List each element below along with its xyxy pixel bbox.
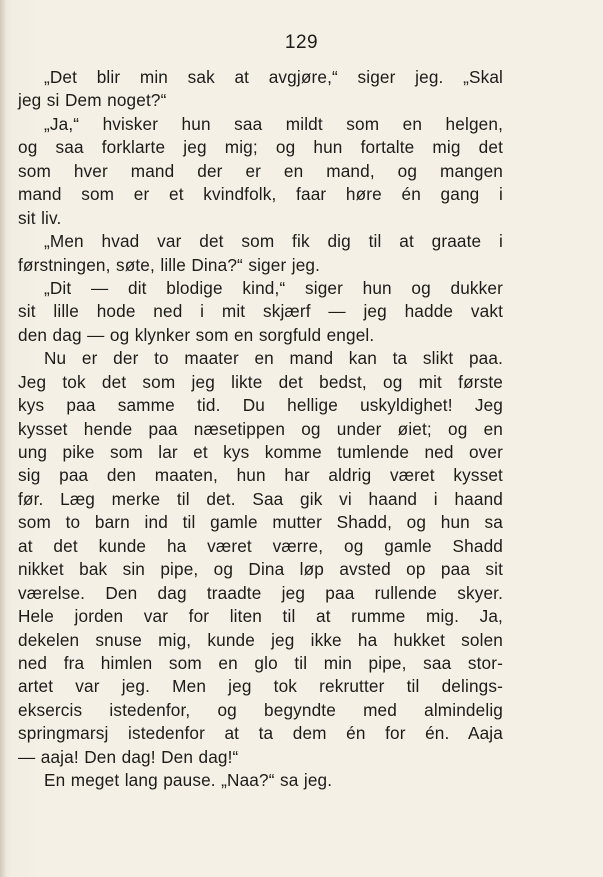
text-line: Hele jorden var for liten til at rumme mig. Ja, [18, 606, 503, 627]
text-line: og saa forklarte jeg mig; og hun fortalte mig det [18, 137, 503, 158]
text-line: kys paa samme tid. Du hellige uskyldighet! Jeg [18, 395, 503, 416]
text-line: artet var jeg. Men jeg tok rekrutter til delings- [18, 676, 503, 697]
text-line: den dag — og klynker som en sorgfuld engel. [18, 324, 375, 345]
text-line: jeg si Dem noget?“ [18, 90, 167, 111]
text-line: „Dit — dit blodige kind,“ siger hun og dukker [44, 277, 503, 298]
text-line: kysset hende paa næsetippen og under øiet; og en [18, 418, 503, 439]
page-number: 129 [284, 32, 319, 53]
text-line: „Men hvad var det som fik dig til at graate i [44, 231, 503, 252]
text-line: nikket bak sin pipe, og Dina løp avsted op paa sit [18, 559, 503, 580]
text-line: eksercis istedenfor, og begyndte med almindelig [18, 699, 503, 720]
body-text [18, 66, 503, 793]
text-line: mand som er et kvindfolk, faar høre én gang i [18, 184, 503, 205]
text-line: „Det blir min sak at avgjøre,“ siger jeg. „Skal [44, 67, 503, 87]
text-line: sit lille hode ned i mit skjærf — jeg hadde vakt [18, 301, 503, 322]
text-line: — aaja! Den dag! Den dag!“ [18, 746, 239, 767]
text-line: sig paa den maaten, hun har aldrig været kysset [18, 465, 503, 486]
text-line: dekelen snuse mig, kunde jeg ikke ha hukket solen [18, 629, 503, 650]
text-line: Nu er der to maater en mand kan ta slikt paa. [44, 348, 503, 369]
text-line: ned fra himlen som en glo til min pipe, saa stor- [18, 652, 503, 673]
text-line: ung pike som lar et kys komme tumlende ned over [18, 442, 503, 462]
text-line: førstningen, søte, lille Dina?“ siger jeg. [18, 254, 321, 275]
text-line: „Ja,“ hvisker hun saa mildt som en helgen, [44, 113, 503, 134]
text-line: før. Læg merke til det. Saa gik vi haand i haand [18, 488, 503, 509]
text-line: at det kunde ha været værre, og gamle Shadd [18, 535, 503, 556]
text-line: som to barn ind til gamle mutter Shadd, og hun sa [18, 512, 503, 533]
page-gutter-edge [0, 0, 6, 877]
text-line: springmarsj istedenfor at ta dem én for én. Aaja [18, 723, 503, 744]
text-line: Jeg tok det som jeg likte det bedst, og mit første [18, 371, 503, 392]
text-line: sit liv. [18, 207, 62, 228]
text-line: En meget lang pause. „Naa?“ sa jeg. [44, 770, 333, 791]
text-line: værelse. Den dag traadte jeg paa rullende skyer. [18, 582, 503, 603]
text-line: som hver mand der er en mand, og mangen [18, 160, 503, 181]
